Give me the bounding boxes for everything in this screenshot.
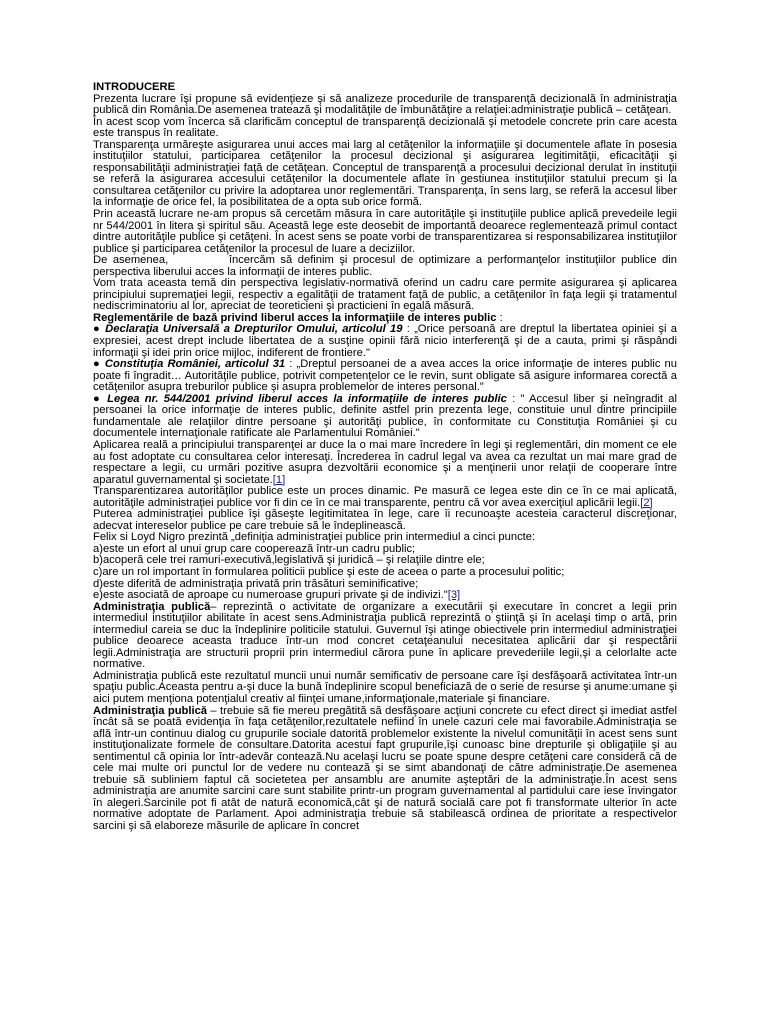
paragraph-optimization: De asemenea, încercăm să definim şi procesul de optimizare a performanţelor instituţiilor publice din perspectiva liberului acces la informaţii de interes public. [93,254,681,278]
list-item: a)este un efort al unui grup care cooperează într-un cadru public; [93,542,416,555]
paragraph-law: Prin această lucrare ne-am propus să cercetăm măsura în care autorităţile şi instituţiile publice aplică prevedeile legii nr 544/2001 în litera şi spiritul său. Această lege este deosebit de importantă deoarece reglementează primul contact dintre autorităţile publice şi cetăţeni. În acest sens se poate vorbi de transparentizarea si responsabilizarea instituţiilor publice şi participarea cetăţenilor la procesul de luare a deciziilor. [93,208,677,255]
paragraph-application-text: Aplicarea reală a principiului transparenţei ar duce la o mai mare încredere în legi şi reglementări, din moment ce ele au fost adoptate cu consultarea celor interesaţi. Încrederea în cadrul legal va avea ca rezultat un mai mare grad de respectare a legii, cu urmări pozitive asupra dezvoltării economice şi a menţinerii unor relaţii de cooperare între aparatul guvernamental şi societate. [93,438,677,486]
regulation-text: : „Dreptul persoanei de a avea acces la orice informaţie de interes public nu poate fi îngradit… Autorităţile publice, potrivit competenţelor ce le revin, sunt obligate să asigure informarea corectă a cetăţenilor asupra treburilor publice şi asupra problemelor de interes personal." [93,358,678,394]
list-item: b)acoperă cele trei ramuri-executivă,legislativă şi juridică – şi relaţiile dintre ele; [93,554,485,567]
regulation-item [93,394,677,440]
regulation-item [93,359,677,394]
footnote-link-1[interactable]: [1] [272,473,286,486]
list-item-text: e)este asociată de aproape cu numeroase grupuri private şi de indivizi." [93,589,448,602]
paragraph-admin-actions [93,706,677,833]
page-title: INTRODUCERE [93,81,176,93]
paragraph-application [93,440,677,486]
paragraph-perspective: Vom trata aceasta temă din perspectiva legislativ-normativă oferind un cadru care permite asigurarea şi aplicarea principiului supremaţiei legii, respectiv a egalităţii de tratament faţă de public, a cetăţenilor în faţa legii şi tratamentul nediscriminatoriu al lor, apreciat de teoreticieni şi practicieni în egală măsură. [93,277,677,313]
paragraph-transparency: Transparenţa urmăreşte asigurarea unui acces mai larg al cetăţenilor la informaţiile şi documentele aflate în posesia instituţiilor statului, participarea cetăţenilor la procesul decizional şi asigurarea legitimităţii, eficacităţii şi responsabilităţii administraţiei faţă de cetăţean. Conceptul de transparenţă a procesului decizional derulat în instituţii se referă la asigurarea accesului cetăţenilor la documentele aflate în gestiunea instituţiilor statului precum şi la consultarea cetăţenilor cu privire la adoptarea unor reglementări. Transparenţa, în sens larg, se referă la accesul liber la informaţie de orice fel, la posibilitatea de a opta sub orice formă. [93,138,677,209]
term-text: – trebuie să fie mereu pregătită să desfăşoare acţiuni concrete cu efect direct şi imediat astfel încât să se poată evidenţia în faţa cetăţenilor,rezultatele nefiind în unele cazuri cele mai favorabile.Administraţia se află într-un continuu dialog cu grupurile sociale datorită problemelor existente la nivelul comunităţii în acest sens sunt instituţionalizate formele de consultare.Datorita acestui fapt grupurile,îşi cunoasc bine drepturile şi obligaţiile şi au sentimentul că opinia lor într-adevăr contează.Nu acelaşi lucru se poate spune despre cetăţeni care consideră că de cele mai multe ori punctul lor de vedere nu contează şi se simt abandonaţi de către administraţie.De asemenea trebuie să subliniem faptul că societetea per ansamblu are anumite aşteptări de la administraţie.În acest sens administraţia are anumite sarcini care sunt stabilite printr-un program guvernamental al partidului care iese învingator în alegeri.Sarcinile pot fi atât de natură economică,cât şi de natură socială care pot fi transformate ulterior în acte normative adoptate de Parlament. Apoi administraţia trebuie să stabilească ordinea de prioritate a respectivelor sarcini şi să elaboreze măsurile de aplicare în concret [93,704,677,832]
regulations-heading-colon: : [496,311,503,324]
footnote-link-2[interactable]: [2] [640,496,653,509]
paragraph-definition: Felix si Loyd Nigro prezintă „definiţia administraţiei publice prin intermediul a cinci puncte: [93,531,536,544]
regulations-heading-text: Reglementările de bază privind liberul acces la informaţiile de interes public [93,311,497,324]
regulation-item [93,324,677,359]
paragraph-dynamic [93,486,677,509]
document-body [93,81,681,833]
paragraph-dynamic-text: Transparentizarea autorităţilor publice este un proces dinamic. Pe masură ce legea este din ce în ce mai aplicată, autorităţile administraţiei publice vor fi din ce în ce mai transparente, pentru că vor avea exerciţiul aplicării legii. [93,485,677,509]
footnote-link-3[interactable]: [3] [447,589,461,602]
term-text: – reprezintă o activitate de organizare a executării şi executare în concret a legii prin intermediul instituţiilor abilitate în acest sens.Administraţia publică reprezintă o ştiinţă şi în acelaşi timp o artă, prin intermediul careia se duc la îndeplinire politicile statului. Guvernul îşi atinge obiectivele prin intermediul administraţiei publice deoarece aceasta traduce într-un mod concret cetaţeanului necesitatea aplicării dar şi respectării legii.Administraţia are structurii proprii prin intermediul cărora pune în aplicare prevederiile legii,şi a celorlalte acte normative. [93,600,677,671]
paragraph-scope: În acest scop vom încerca să clarificăm conceptul de transparenţă decizională şi metodele concrete prin care acesta este transpus în realitate. [93,115,677,140]
term-title: Administraţia publică [93,600,211,613]
regulation-text: : " Accesul liber şi neîngradit al persoanei la orice informaţie de interes public, definite astfel prin prezenta lege, constituie unul dintre principiile fundamentale ale relaţiilor dintre persoane şi autorităţi publice, în conformitate cu Constituţia României şi cu documentele internaţionale ratificate ale Parlamentului României." [93,392,677,440]
paragraph-power: Puterea administraţiei publice îşi găseşte legitimitatea în lege, care îi recunoaşte acesteia caracterul discreţionar, adecvat intereselor publice pe care trebuie să le îndeplinească. [93,508,677,532]
list-item: d)este diferită de administraţia privată prin trăsături seminificative; [93,577,419,590]
list-item: c)are un rol important în formularea politicii publice şi este de aceea o parte a procesului politic; [93,565,565,578]
regulation-title: ● Declaraţia Universală a Drepturilor Omului, articolul 19 [93,323,403,336]
regulation-text: : „Orice persoană are dreptul la libertatea opiniei şi a expresiei, acest drept include libertatea de a susţine opinii fără nicio interferenţă şi de a cauta, primi şi răspândi informaţii şi idei prin orice mijloc, indiferent de frontiere." [93,323,677,359]
paragraph-admin-result: Administraţia publică este rezultatul muncii unui număr semificativ de persoane care îşi desfăşoară activitatea într-un spaţiu public.Aceasta pentru a-şi duce la bună îndeplinire scopul beneficiază de o serie de resurse şi anume:umane şi aici putem menţiona potenţialul creativ al fiinţei umane,informaţionale,materiale şi financiare. [93,669,677,705]
paragraph-admin-definition [93,602,677,671]
regulation-title: ● Constituţia României, articolul 31 [93,358,286,371]
regulation-title: ● Legea nr. 544/2001 privind liberul acces la informaţiile de interes public [93,392,507,405]
term-title: Administraţia publică [93,704,208,717]
paragraph-intro: Prezenta lucrare îşi propune să evidenţieze şi să analizeze procedurile de transparenţă decizională în administraţia publică din România.De asemenea tratează şi modalităţile de îmbunătăţire a relaţiei:administraţie publică – cetăţean. [93,92,677,117]
